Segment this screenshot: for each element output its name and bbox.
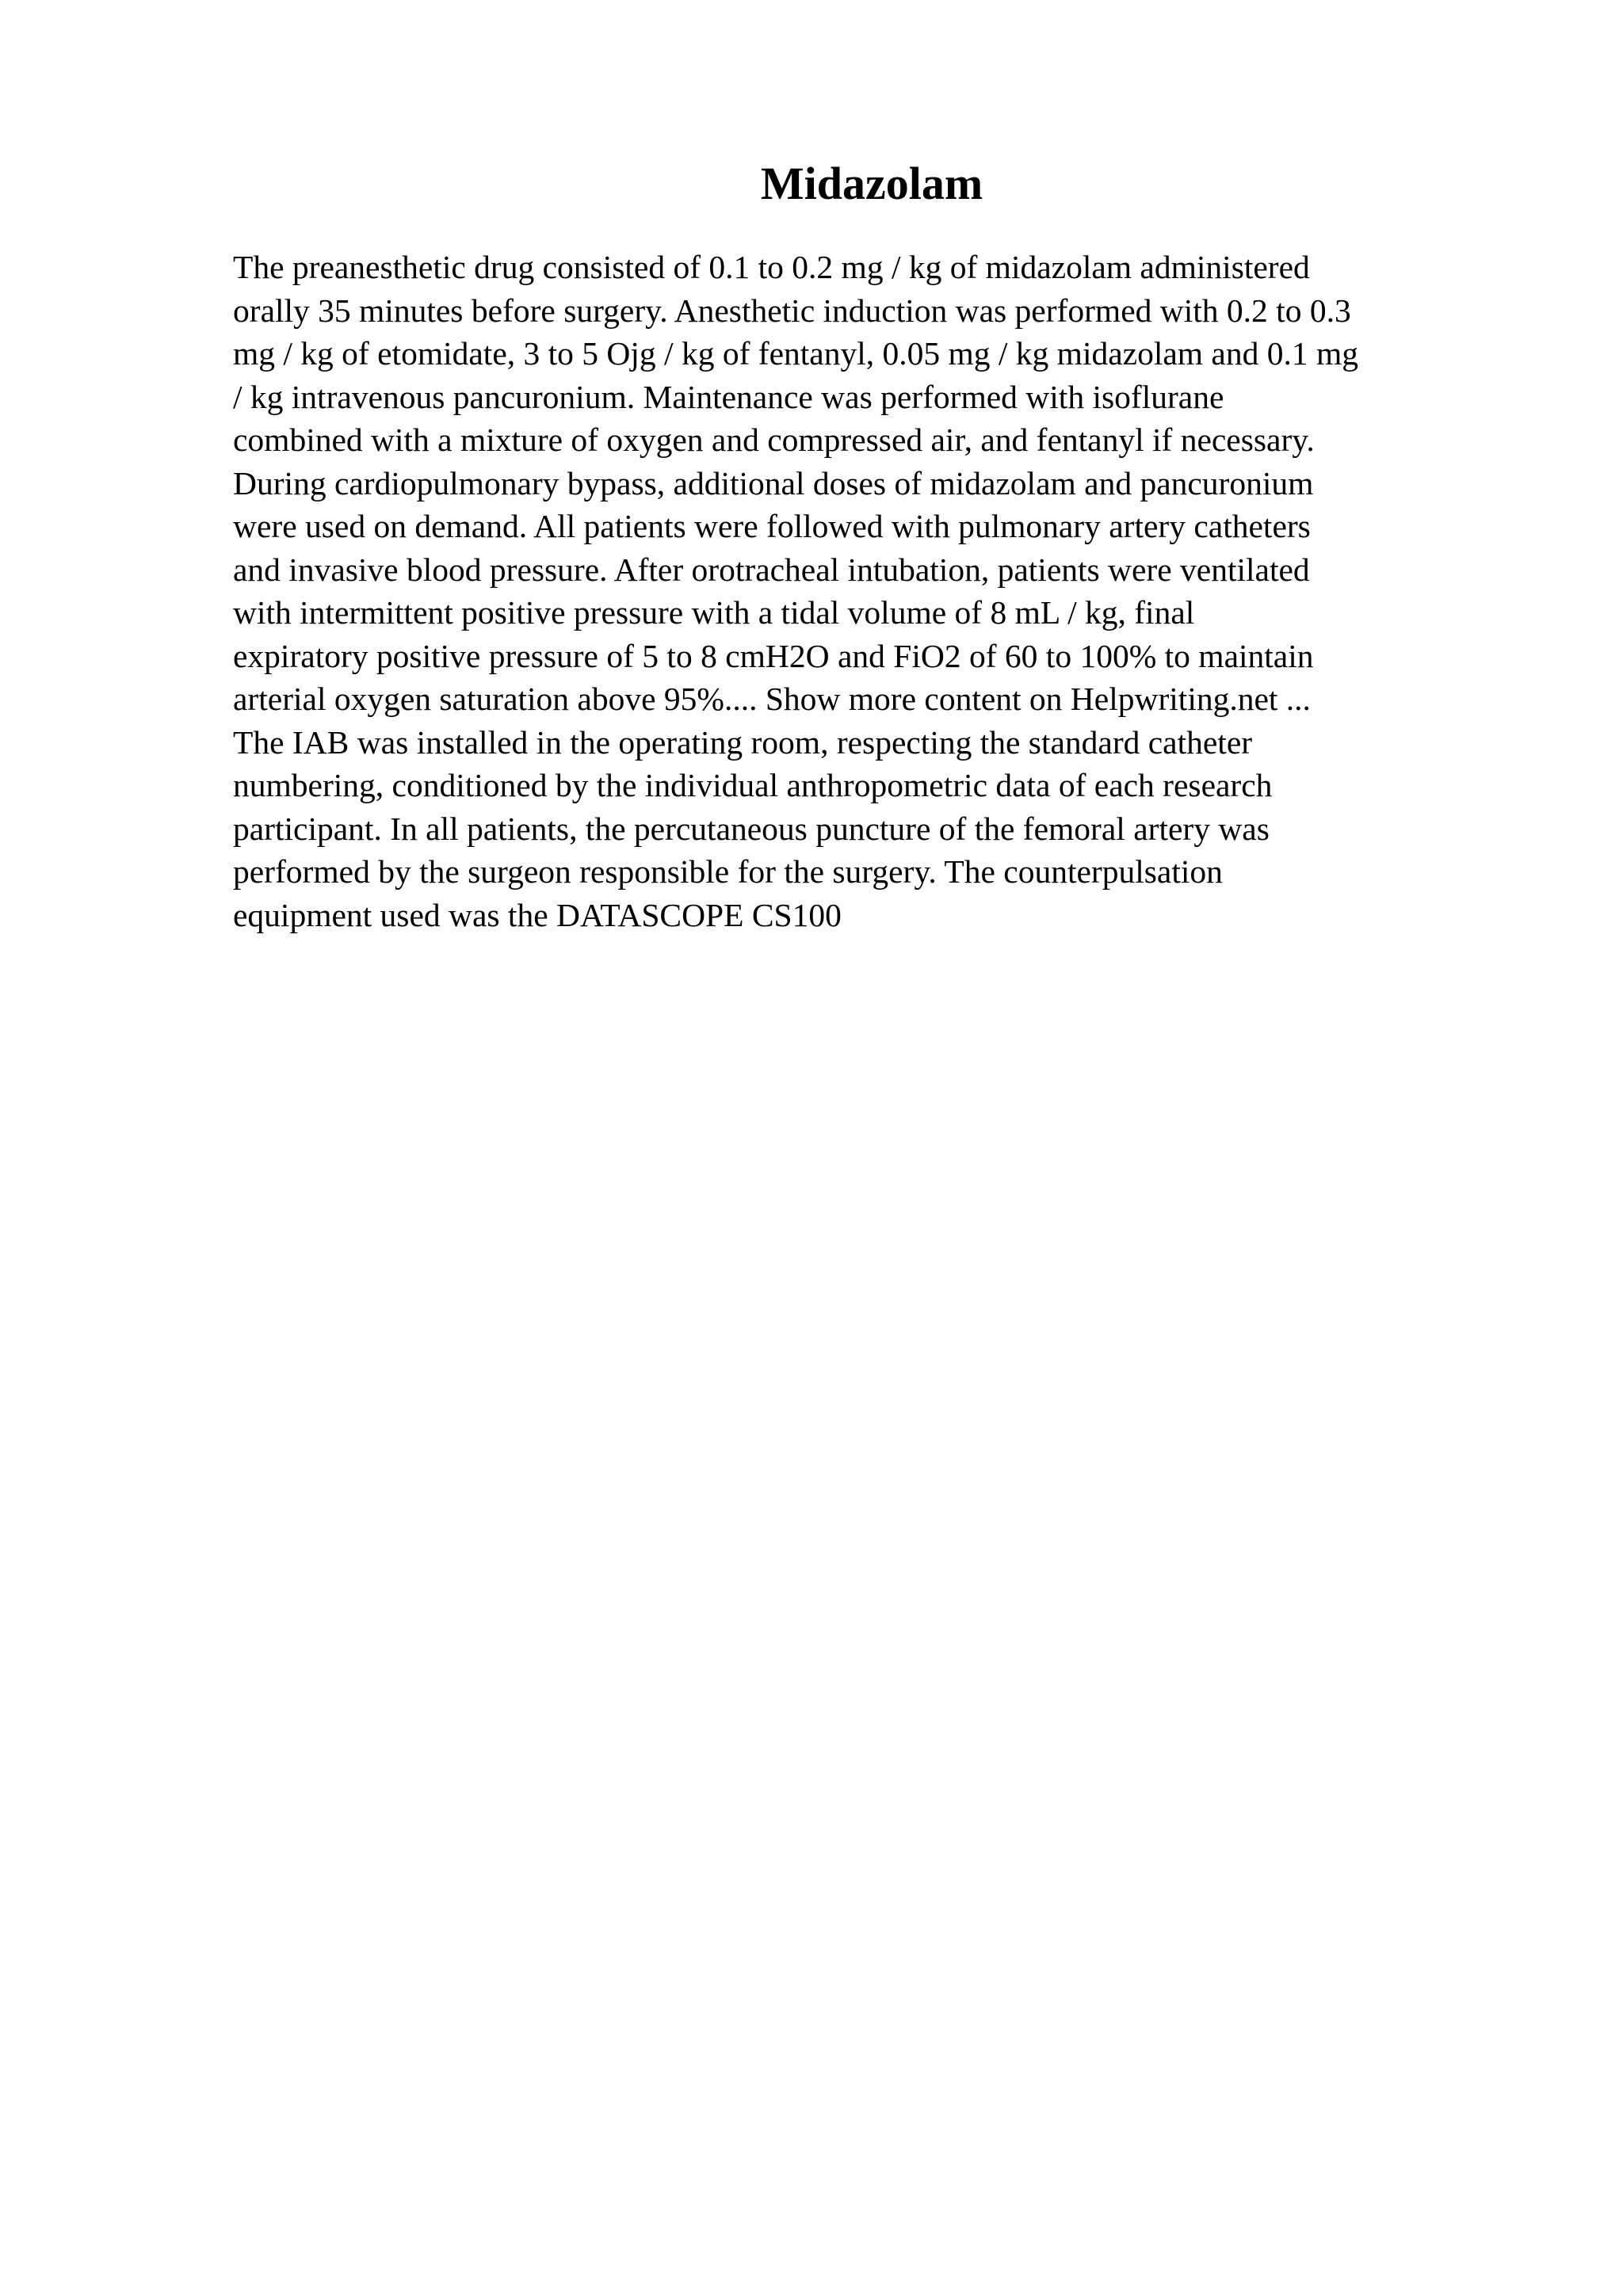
text-line: During cardiopulmonary bypass, additional doses of midazolam and pancuronium	[233, 464, 1314, 502]
text-line: orally 35 minutes before surgery. Anesthetic induction was performed with 0.2 to 0.3	[233, 292, 1351, 329]
text-line: with intermittent positive pressure with a tidal volume of 8 mL / kg, final	[233, 594, 1195, 631]
text-line: expiratory positive pressure of 5 to 8 cmH2O and FiO2 of 60 to 100% to maintain	[233, 637, 1314, 674]
text-line: arterial oxygen saturation above 95%.... Show more content on Helpwriting.net ...	[233, 681, 1311, 717]
text-line: numbering, conditioned by the individual anthropometric data of each research	[233, 767, 1273, 803]
body-paragraph	[233, 246, 1501, 936]
page-title: Midazolam	[760, 158, 983, 209]
text-line: performed by the surgeon responsible for the surgery. The counterpulsation	[233, 853, 1223, 890]
text-line: / kg intravenous pancuronium. Maintenance was performed with isoflurane	[233, 378, 1224, 415]
text-line: The IAB was installed in the operating room, respecting the standard catheter	[233, 723, 1253, 761]
text-line: were used on demand. All patients were followed with pulmonary artery catheters	[233, 508, 1311, 544]
text-line: equipment used was the DATASCOPE CS100	[233, 896, 842, 933]
text-line: combined with a mixture of oxygen and compressed air, and fentanyl if necessary.	[233, 421, 1315, 458]
text-line: The preanesthetic drug consisted of 0.1 to 0.2 mg / kg of midazolam administered	[233, 249, 1310, 285]
text-line: and invasive blood pressure. After orotracheal intubation, patients were ventilated	[233, 551, 1310, 588]
text-line: mg / kg of etomidate, 3 to 5 Ojg / kg of fentanyl, 0.05 mg / kg midazolam and 0.1 mg	[233, 335, 1358, 372]
text-line: participant. In all patients, the percutaneous puncture of the femoral artery was	[233, 810, 1270, 847]
